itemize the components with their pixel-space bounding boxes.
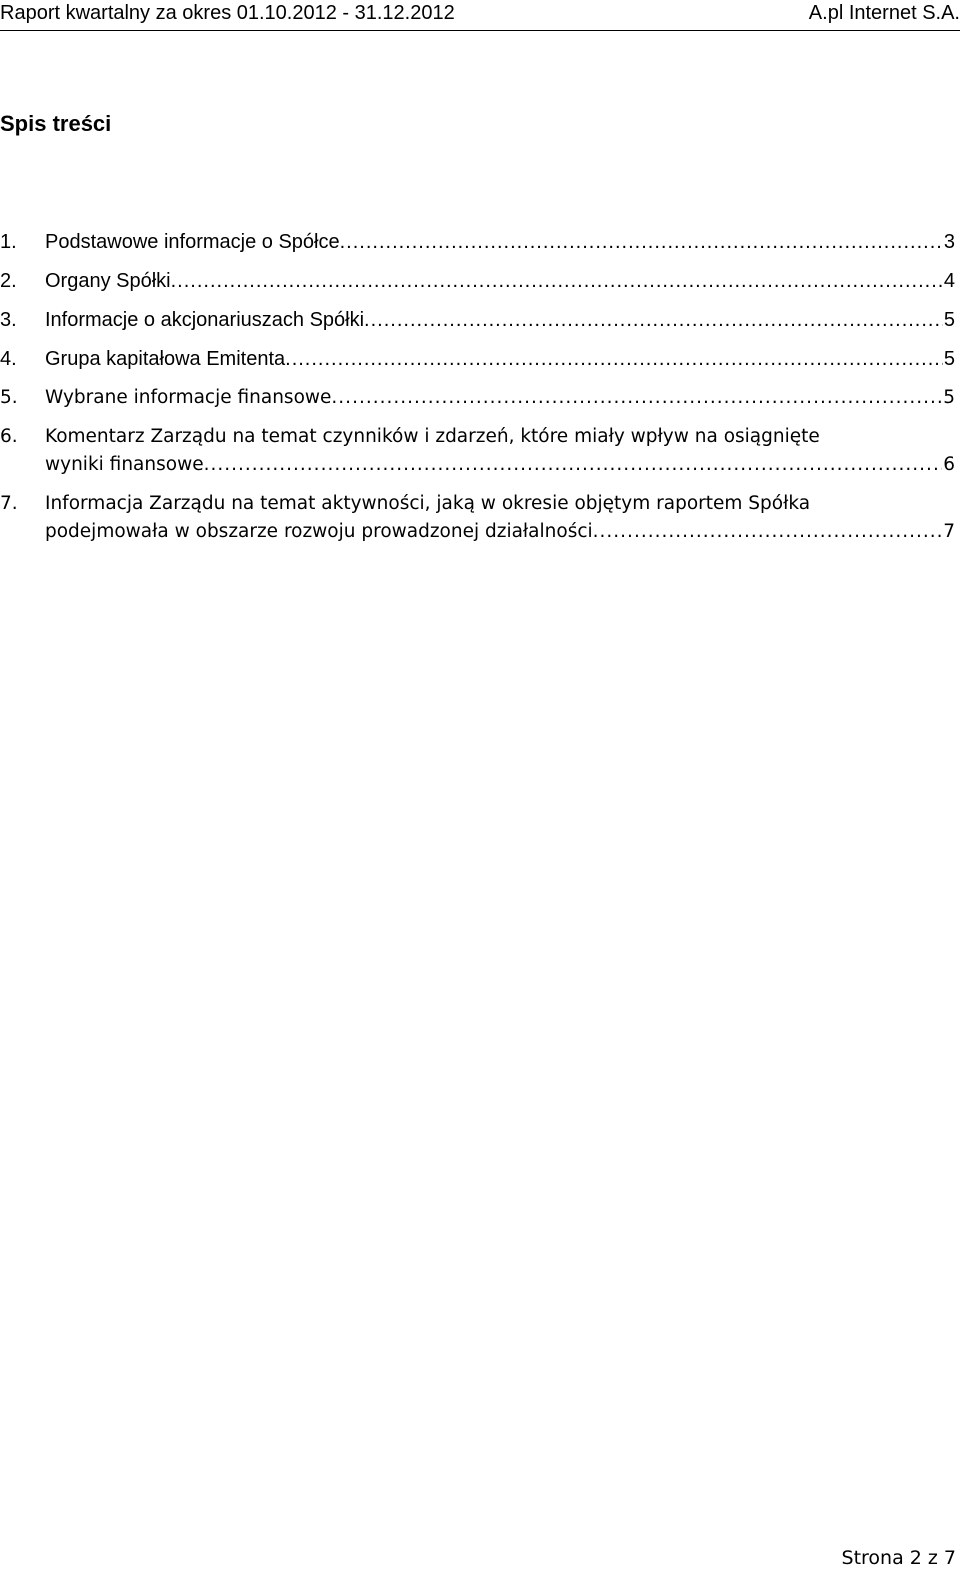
toc-number: 4. xyxy=(0,348,17,370)
company-name: A.pl Internet S.A. xyxy=(808,2,960,24)
toc-page-number: 5 xyxy=(943,348,955,370)
toc-title: Wybrane informacje finansowe xyxy=(45,387,332,408)
toc-title: Informacja Zarządu na temat aktywności, jaką w okresie objętym raportem Spółka xyxy=(45,493,811,514)
toc-leader xyxy=(331,384,942,412)
table-of-contents xyxy=(0,228,955,546)
toc-page-number: 3 xyxy=(943,231,955,253)
toc-leader xyxy=(593,518,943,546)
toc-number: 1. xyxy=(0,231,17,253)
toc-number: 3. xyxy=(0,309,17,331)
toc-leader xyxy=(171,267,943,295)
toc-title: Komentarz Zarządu na temat czynników i zdarzeń, które miały wpływ na osiągnięte xyxy=(45,426,820,447)
toc-leader xyxy=(364,306,943,334)
toc-title-continued: wyniki finansowe xyxy=(45,454,204,475)
toc-entry-5[interactable] xyxy=(0,384,955,412)
header-divider xyxy=(0,30,960,31)
toc-number: 6. xyxy=(0,426,18,447)
toc-entry-3[interactable] xyxy=(0,306,955,334)
toc-entry-7[interactable] xyxy=(0,490,955,546)
toc-entry-2[interactable] xyxy=(0,267,955,295)
toc-leader xyxy=(340,228,943,256)
toc-title: Organy Spółki xyxy=(45,270,171,292)
toc-entry-4[interactable] xyxy=(0,345,955,373)
toc-heading: Spis treści xyxy=(0,111,112,136)
page-number-footer: Strona 2 z 7 xyxy=(841,1547,956,1569)
toc-number: 2. xyxy=(0,270,17,292)
toc-title: Grupa kapitałowa Emitenta xyxy=(45,348,286,370)
toc-leader xyxy=(285,345,943,373)
toc-leader xyxy=(204,451,943,479)
toc-title: Podstawowe informacje o Spółce xyxy=(45,231,340,253)
toc-entry-1[interactable] xyxy=(0,228,955,256)
page-header xyxy=(0,0,960,26)
toc-page-number: 7 xyxy=(943,521,955,542)
report-title: Raport kwartalny za okres 01.10.2012 - 31.12.2012 xyxy=(0,2,455,24)
toc-title: Informacje o akcjonariuszach Spółki xyxy=(45,309,365,331)
toc-page-number: 5 xyxy=(943,387,955,408)
toc-page-number: 6 xyxy=(943,454,955,475)
toc-title-continued: podejmowała w obszarze rozwoju prowadzonej działalności xyxy=(45,521,593,542)
toc-number: 5. xyxy=(0,387,18,408)
toc-page-number: 5 xyxy=(943,309,955,331)
toc-page-number: 4 xyxy=(943,270,955,292)
toc-entry-6[interactable] xyxy=(0,423,955,479)
toc-number: 7. xyxy=(0,493,18,514)
